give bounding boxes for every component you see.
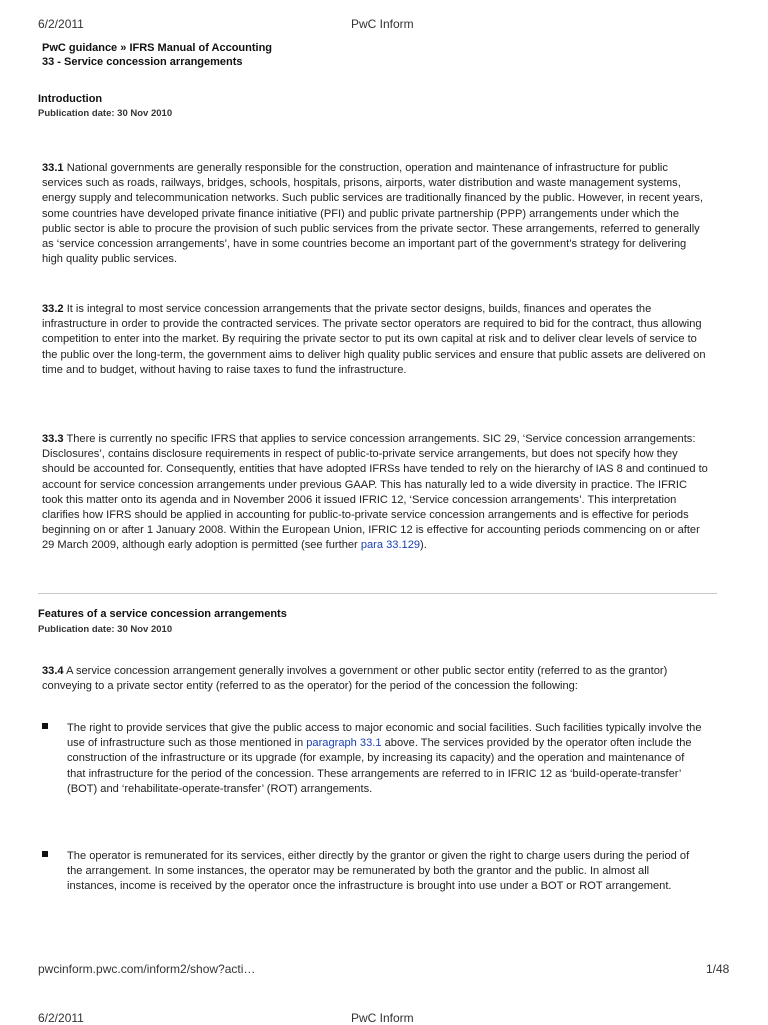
paragraph-33-3: [42, 432, 708, 554]
features-heading: Features of a service concession arrangements: [38, 608, 287, 620]
bullet-square-icon: [42, 851, 48, 857]
paragraph-33-4: [42, 664, 708, 694]
paragraph-tail: ).: [420, 539, 427, 552]
introduction-heading: Introduction: [38, 93, 103, 105]
introduction-pub-date: Publication date: 30 Nov 2010: [38, 108, 173, 119]
footer-url: pwcinform.pwc.com/inform2/show?acti…: [38, 962, 256, 976]
chapter-title: 33 - Service concession arrangements: [42, 56, 243, 68]
paragraph-text: There is currently no specific IFRS that applies to service concession arrangements. SIC 29, ‘Service concession arrangements: Disclosures’, contains disclosure requirements in respect of public-to-private service arrangements, but does not specify how they should be accounted for. Consequently, entities that have adopted IFRSs have tended to rely on the hierarchy of IAS 8 and continued to account for service concession arrangements under previous GAAP. This has naturally led to a wide diversity in practice. The IFRIC took this matter onto its agenda and in November 2006 it issued IFRIC 12, ‘Service concession arrangements’. This interpretation clarifies how IFRS should be applied in accounting for public-to-private service concession arrangements and is effective for periods beginning on or after 1 January 2008. Within the European Union, IFRIC 12 is effective for accounting periods commencing on or after 29 March 2009, although early adoption is permitted (see further: [42, 433, 708, 552]
paragraph-text: National governments are generally responsible for the construction, operation and maintenance of infrastructure for public services such as roads, railways, bridges, schools, hospitals, prisons, airports, water distribution and waste management systems, energy supply and telecommunication networks. Such public services are traditionally financed by the public. However, in recent years, some countries have developed private finance initiative (PFI) and public private partnership (PPP) arrangements under which the public sector is able to procure the provision of such public services from the private sector. These arrangements, referred to generally as ‘service concession arrangements’, have in some countries become an important part of the government’s strategy for delivering high quality public services.: [42, 162, 704, 266]
paragraph-text: It is integral to most service concession arrangements that the private sector designs, builds, finances and operates the infrastructure in order to provide the contracted services. The private sector operators are required to bid for the contract, thus allowing competition to enter into the market. By requiring the private sector to put its own capital at risk and to deliver clear levels of service to the public over the long-term, the government aims to deliver high quality public services and ensure that public assets are delivered on time and to budget, without having to raise taxes to fund the infrastructure.: [42, 303, 706, 376]
footer-page-number: 1/48: [706, 962, 730, 976]
features-pub-date: Publication date: 30 Nov 2010: [38, 624, 173, 635]
paragraph-33-2: [42, 302, 708, 378]
section-divider: [38, 593, 717, 594]
breadcrumb-root[interactable]: PwC guidance: [42, 42, 118, 54]
bullet-square-icon: [42, 723, 48, 729]
paragraph-number: 33.2: [42, 303, 64, 315]
header-title: PwC Inform: [351, 17, 414, 31]
next-page-header-title: PwC Inform: [351, 1011, 414, 1025]
bullet-item: [42, 849, 702, 895]
bullet-text: The right to provide services that give the public access to major economic and social facilities. Such facilities typically involve the use of infrastructure such as those mentioned in paragraph 33.1 above. The services provided by the operator often include the construction of the infrastructure or its upgrade (for example, by increasing its capacity) and the operation and maintenance of that infrastructure for the period of the concession. These arrangements are referred to in IFRIC 12 as ‘build-operate-transfer’ (BOT) and ‘rehabilitate-operate-transfer’ (ROT) arrangements.: [67, 722, 702, 795]
breadcrumb-section[interactable]: IFRS Manual of Accounting: [129, 42, 273, 54]
bullet-item: [42, 721, 702, 797]
paragraph-text: A service concession arrangement generally involves a government or other public sector entity (referred to as the grantor) conveying to a private sector entity (referred to as the operator) for the period of the concession the following:: [42, 665, 668, 693]
paragraph-number: 33.4: [42, 665, 64, 677]
next-page-header-date: 6/2/2011: [38, 1011, 84, 1025]
breadcrumb-separator: »: [120, 42, 127, 54]
breadcrumb: [42, 42, 272, 54]
paragraph-number: 33.1: [42, 162, 64, 174]
link-para-33-129[interactable]: para 33.129: [360, 539, 421, 552]
paragraph-number: 33.3: [42, 433, 64, 445]
link-paragraph-33-1[interactable]: paragraph 33.1: [306, 737, 382, 750]
paragraph-33-1: [42, 161, 708, 267]
bullet-text: The operator is remunerated for its services, either directly by the grantor or given the right to charge users during the period of the arrangement. In some instances, the operator may be remunerated by both the grantor and the public. In almost all instances, income is received by the operator once the infrastructure is brought into use under a BOT or ROT arrangement.: [67, 850, 690, 893]
header-date: 6/2/2011: [38, 17, 84, 31]
